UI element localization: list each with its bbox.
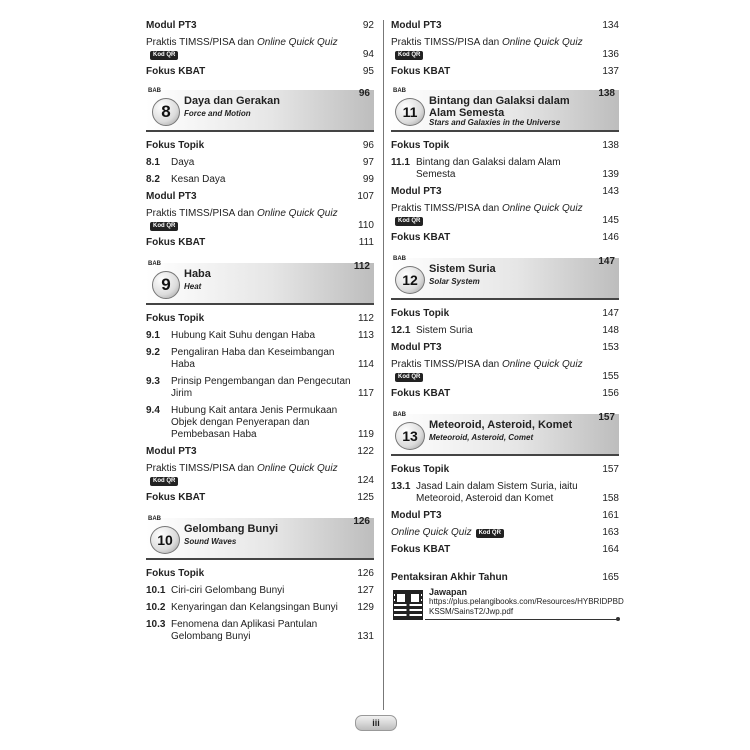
toc-row[interactable]: 13.1 Jasad Lain dalam Sistem Suria, iaitu Meteoroid, Asteroid dan Komet 158 [391,481,619,504]
qr-code-badge: Kod QR [395,217,423,226]
toc-row[interactable]: 10.1 Ciri-ciri Gelombang Bunyi 127 [146,585,374,596]
chapter-title: Haba [184,268,211,280]
chapter-title: Gelombang Bunyi [184,523,279,535]
qr-code-icon[interactable] [393,590,423,620]
chapter-title: Meteoroid, Asteroid, Komet [429,419,573,431]
chapter-number-badge: 13 [395,422,425,450]
answers-url[interactable]: https://plus.pelangibooks.com/Resources/HYBRIDPBD KSSM/SainsT2/Jwp.pdf [429,597,624,616]
toc-row[interactable]: Modul PT3 107 [146,191,374,202]
chapter-11-header[interactable]: BAB 11 Bintang dan Galaksi dalam Alam Semesta Stars and Galaxies in the Universe 138 [391,90,619,132]
toc-row[interactable]: 8.1 Daya 97 [146,157,374,168]
chapter-number-badge: 12 [395,266,425,294]
toc-row[interactable]: Praktis TIMSS/PISA dan Online Quick QuizKod QR 94 [146,37,374,60]
chapter-page: 126 [353,516,370,527]
chapter-9-header[interactable]: BAB 9 Haba Heat 112 [146,263,374,305]
chapter-title: Sistem Suria [429,263,496,275]
toc-row[interactable]: Fokus Topik 112 [146,313,374,324]
toc-left-column [146,20,374,648]
toc-row[interactable]: 9.2 Pengaliran Haba dan Keseimbangan Haba 114 [146,347,374,370]
toc-row[interactable]: 11.1 Bintang dan Galaksi dalam Alam Semesta 139 [391,157,619,180]
qr-code-badge: Kod QR [150,222,178,231]
qr-code-badge: Kod QR [476,529,504,538]
chapter-8-header[interactable]: BAB 8 Daya dan Gerakan Force and Motion 96 [146,90,374,132]
toc-row[interactable]: Fokus Topik 96 [146,140,374,151]
toc-row[interactable]: Fokus KBAT 146 [391,232,619,243]
toc-row[interactable]: Online Quick Quiz Kod QR 163 [391,527,619,538]
chapter-12-header[interactable]: BAB 12 Sistem Suria Solar System 147 [391,258,619,300]
qr-code-badge: Kod QR [395,373,423,382]
chapter-page: 157 [598,412,615,423]
toc-row[interactable]: Praktis TIMSS/PISA dan Online Quick QuizKod QR 145 [391,203,619,226]
toc-row[interactable]: Modul PT3 143 [391,186,619,197]
chapter-subtitle: Meteoroid, Asteroid, Comet [429,433,534,442]
qr-code-badge: Kod QR [150,51,178,60]
answers-section[interactable] [391,587,624,620]
chapter-subtitle: Heat [184,282,202,291]
toc-row[interactable]: 8.2 Kesan Daya 99 [146,174,374,185]
toc-row[interactable]: Praktis TIMSS/PISA dan Online Quick QuizKod QR 136 [391,37,619,60]
toc-row[interactable]: Modul PT3 161 [391,510,619,521]
toc-row[interactable]: Fokus KBAT 125 [146,492,374,503]
qr-code-badge: Kod QR [150,477,178,486]
toc-row[interactable]: Fokus Topik 126 [146,568,374,579]
chapter-title: Daya dan Gerakan [184,95,280,107]
chapter-page: 147 [598,256,615,267]
chapter-number-badge: 9 [152,271,180,299]
toc-row[interactable]: Fokus KBAT 95 [146,66,374,77]
toc-row[interactable]: Fokus Topik 138 [391,140,619,151]
chapter-number-badge: 8 [152,98,180,126]
chapter-subtitle: Stars and Galaxies in the Universe [429,118,561,127]
toc-row[interactable]: Fokus Topik 157 [391,464,619,475]
chapter-subtitle: Solar System [429,277,480,286]
answers-label: Jawapan [429,587,468,597]
chapter-subtitle: Sound Waves [184,537,237,546]
toc-row[interactable]: Praktis TIMSS/PISA dan Online Quick QuizKod QR 124 [146,463,374,486]
underline-divider [425,619,619,620]
toc-row[interactable]: Fokus KBAT 111 [146,237,374,248]
underline-dot [616,617,620,621]
toc-row[interactable]: Modul PT3 92 [146,20,374,31]
toc-row[interactable]: Fokus KBAT 164 [391,544,619,555]
chapter-page: 96 [358,88,370,99]
chapter-number-badge: 10 [150,526,180,554]
toc-row[interactable]: Fokus KBAT 156 [391,388,619,399]
page-number: iii [355,715,397,731]
toc-row[interactable]: 9.1 Hubung Kait Suhu dengan Haba 113 [146,330,374,341]
toc-row[interactable]: Praktis TIMSS/PISA dan Online Quick QuizKod QR 155 [391,359,619,382]
toc-row[interactable]: Modul PT3 153 [391,342,619,353]
qr-code-badge: Kod QR [395,51,423,60]
chapter-title: Bintang dan Galaksi dalam Alam Semesta [429,95,570,119]
chapter-subtitle: Force and Motion [184,109,251,118]
toc-row[interactable]: Fokus KBAT 137 [391,66,619,77]
chapter-page: 112 [353,261,370,272]
column-divider [383,20,384,710]
chapter-number-badge: 11 [395,98,425,126]
toc-row[interactable]: 9.3 Prinsip Pengembangan dan Pengecutan Jirim 117 [146,376,374,399]
toc-right-column [391,20,624,620]
toc-row[interactable]: 10.2 Kenyaringan dan Kelangsingan Bunyi 129 [146,602,374,613]
toc-row[interactable]: 9.4 Hubung Kait antara Jenis Permukaan Objek dengan Penyerapan dan Pembebasan Haba 119 [146,405,374,440]
toc-row[interactable]: Praktis TIMSS/PISA dan Online Quick QuizKod QR 110 [146,208,374,231]
toc-row[interactable]: Modul PT3 122 [146,446,374,457]
chapter-10-header[interactable]: BAB 10 Gelombang Bunyi Sound Waves 126 [146,518,374,560]
toc-row[interactable]: Fokus Topik 147 [391,308,619,319]
toc-row[interactable]: 10.3 Fenomena dan Aplikasi Pantulan Gelombang Bunyi 131 [146,619,374,642]
chapter-13-header[interactable]: BAB 13 Meteoroid, Asteroid, Komet Meteoroid, Asteroid, Comet 157 [391,414,619,456]
toc-row[interactable]: Modul PT3 134 [391,20,619,31]
chapter-page: 138 [598,88,615,99]
toc-row[interactable]: 12.1 Sistem Suria 148 [391,325,619,336]
toc-row-assessment[interactable]: Pentaksiran Akhir Tahun 165 [391,572,619,583]
